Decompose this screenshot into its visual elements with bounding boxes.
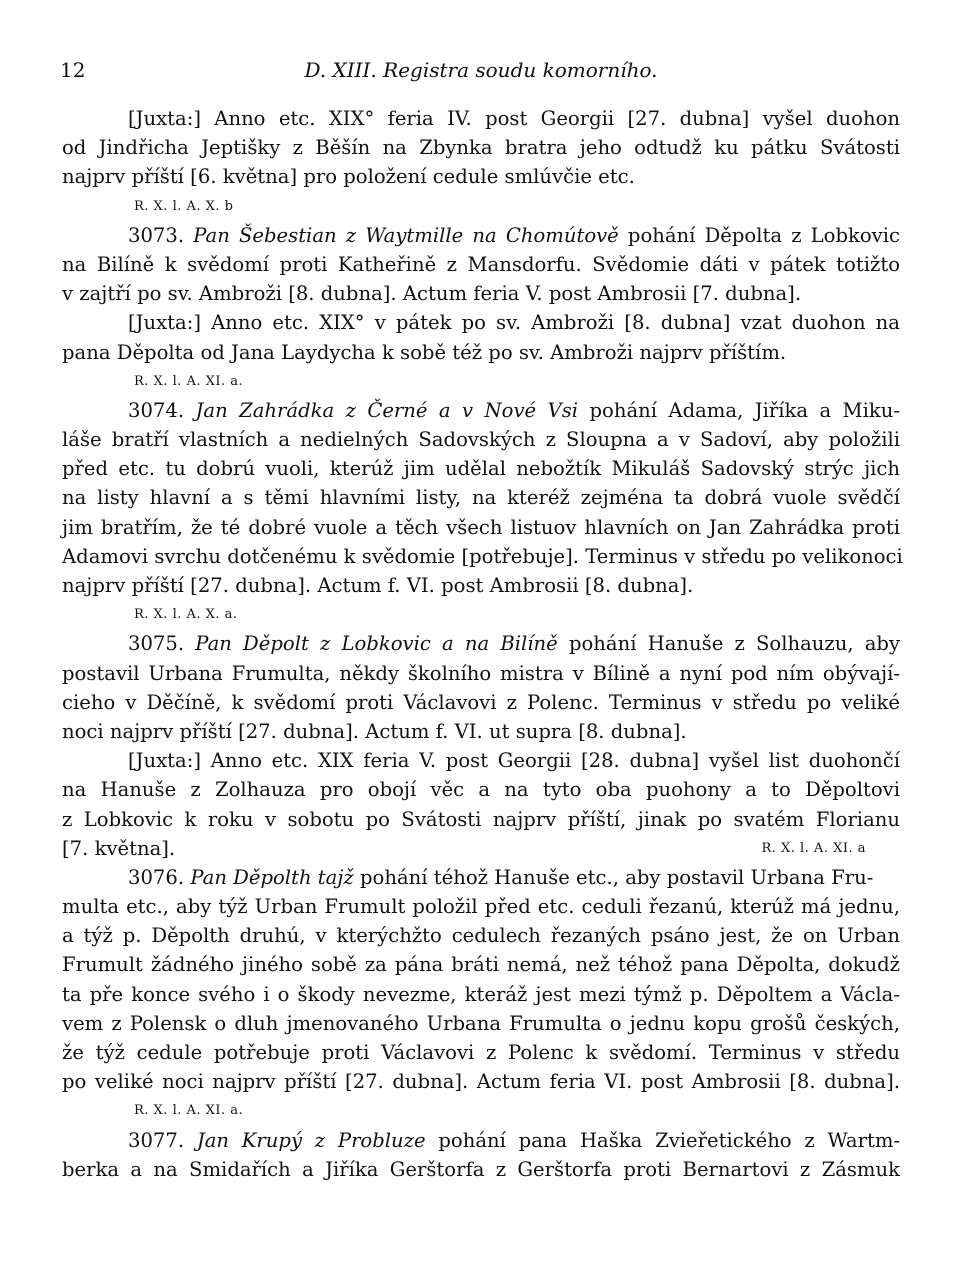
entry-number: 3075. [128,632,185,656]
entry-number: 3076. [128,865,185,889]
entry-3073 [62,221,900,309]
register-reference: R. X. l. A. XI. a. [134,373,244,389]
text-line: v zajtří po sv. Ambroži [8. dubna]. Actum feria V. post Ambrosii [7. dubna]. [62,282,802,306]
entry-text: pohání pana Haška Zvieřetického z Wartm- [438,1128,901,1152]
text-line: na Hanuše z Zolhauza pro obojí věc a na tyto oba puohony a to Děpoltovi [62,778,900,802]
entry-3077 [62,1126,900,1184]
entry-text: pohání téhož Hanuše etc., aby postavil Urbana Fru- [359,865,874,889]
text-line: berka a na Smidařích a Jiříka Gerštorfa z Gerštorfa proti Bernartovi z Zásmuk [62,1157,900,1181]
entry-number: 3073. [128,223,185,247]
entry-number: 3077. [128,1128,185,1152]
entry-text: pohání Hanuše z Solhauzu, aby [568,632,901,656]
text-line: láše bratří vlastních a nedielných Sadovských z Sloupna a v Sadoví, aby položili [62,428,900,452]
running-title: D. XIII. Registra soudu komorního. [304,58,658,82]
text-line: najprv příští [6. května] pro položení cedule smlúvčie etc. [62,165,635,189]
register-reference: R. X. l. A. XI. a. [134,1103,244,1119]
juxta-paragraph [62,746,900,863]
entry-3076 [62,863,900,1126]
entry-first-line [62,396,900,425]
text-line: na Bilíně k svědomí proti Katheřině z Mansdorfu. Svědomie dáti v pátek totižto [62,252,900,276]
text-line: [Juxta:] Anno etc. XIX feria V. post Georgii [28. dubna] vyšel list duohončí [128,749,900,773]
text-line: [Juxta:] Anno etc. XIX° v pátek po sv. Ambroži [8. dubna] vzat duohon na [128,311,900,335]
register-reference: R. X. l. A. XI. a [761,840,866,856]
entry-text: pohání Adama, Jiříka a Miku- [589,398,901,422]
text-line: Frumult žádného jiného sobě za pána bráti nemá, než téhož pana Děpolta, dokudž [62,953,900,977]
text-line-with-reference [62,834,900,863]
text-line: jim bratřím, že té dobré vuole a těch všech listuov hlavních on Jan Zahrádka proti [62,515,900,539]
entry-3075 [62,629,900,746]
text-line: najprv příští [27. dubna]. Actum f. VI. post Ambrosii [8. dubna]. [62,574,694,597]
text-line: cieho v Děčíně, k svědomí proti Václavovi z Polenc. Terminus v středu po veliké [62,690,900,714]
text-line: postavil Urbana Frumulta, někdy školního mistra v Bílině a nyní pod ním obývají- [62,661,900,685]
text-line: ta pře konce svého i o škody nevezme, kteráž jest mezi týmž p. Děpoltem a Václa- [62,982,900,1006]
text-line: před etc. tu dobrú vuoli, kterúž jim udělal nebožtík Mikuláš Sadovský strýc jich [62,457,900,481]
text-line: od Jindřicha Jeptišky z Běšín na Zbynka bratra jeho odtudž ku pátku Svátosti [62,136,900,160]
text-line: z Lobkovic k roku v sobotu po Svátosti najprv příští, jinak po svatém Florianu [62,807,900,831]
text-line: Adamovi svrchu dotčenému k svědomie [potřebuje]. Terminus v středu po velikonoci [62,544,903,568]
entry-number: 3074. [128,398,185,422]
text-line: na listy hlavní a s těmi hlavními listy, na kteréž zejména ta dobrá vuole svědčí [62,486,900,510]
page-header [60,58,902,84]
text-line: že týž cedule potřebuje proti Václavovi z Polenc k svědomí. Terminus v středu [62,1041,900,1064]
text-line: noci najprv příští [27. dubna]. Actum f. VI. ut supra [8. dubna]. [62,719,687,743]
entry-party: Jan Krupý z Probluze [196,1128,426,1152]
entry-3074 [62,396,903,630]
text-line: a týž p. Děpolth druhú, v kterýchžto cedulech řezaných psáno jest, že on Urban [62,924,900,948]
text-line: [Juxta:] Anno etc. XIX° feria IV. post Georgii [27. dubna] vyšel duohon [128,107,900,130]
page-body [62,104,903,1184]
text-line: multa etc., aby týž Urban Frumult položil před etc. ceduli řezanú, kterúž má jednu, [62,895,900,919]
entry-first-line [62,863,900,892]
page-number: 12 [60,58,86,82]
entry-text: pohání Děpolta z Lobkovic [627,223,900,247]
text-line: vem z Polensk o dluh jmenovaného Urbana Frumulta o jednu kopu grošů českých, [62,1011,900,1035]
entry-first-line [62,221,900,250]
juxta-paragraph [62,104,900,221]
text-line: po veliké noci najprv příští [27. dubna]. Actum feria VI. post Ambrosii [8. dubna]. [62,1070,900,1094]
text-line: pana Děpolta od Jana Laydycha k sobě též po sv. Ambroži najprv příštím. [62,340,787,364]
entry-party: Jan Zahrádka z Černé a v Nové Vsi [195,398,579,422]
register-reference: R. X. l. A. X. b [134,198,234,214]
entry-first-line [62,1126,900,1155]
entry-first-line [62,629,900,658]
text-line: [7. května]. [62,836,176,860]
juxta-paragraph [62,308,900,396]
entry-party: Pan Šebestian z Waytmille na Chomútově [193,223,619,247]
register-reference: R. X. l. A. X. a. [134,607,238,623]
entry-party: Pan Děpolt z Lobkovic a na Bilíně [195,632,558,656]
entry-party: Pan Děpolth tajž [190,865,354,889]
